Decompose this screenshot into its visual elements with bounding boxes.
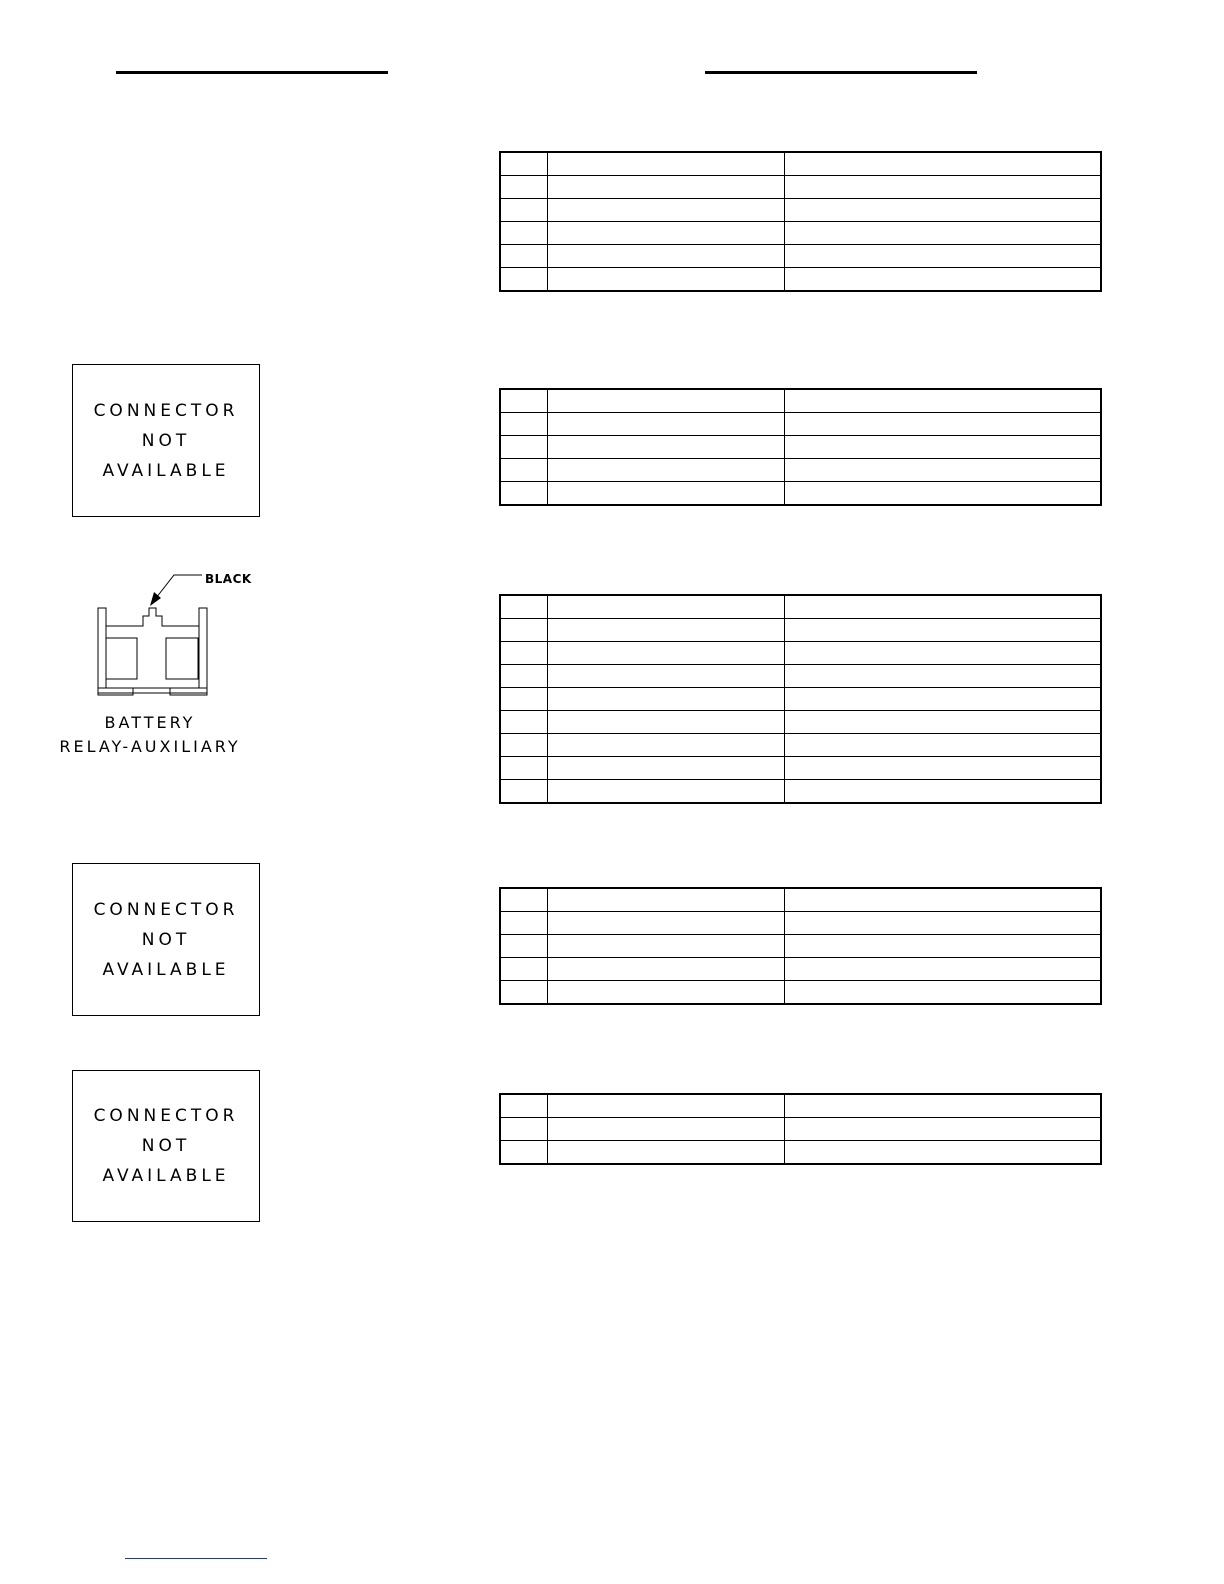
table-cell-circuit [547,958,784,981]
table-cell-cav [500,888,547,912]
table-cell-cav [500,642,547,665]
table-cell-cav [500,222,547,245]
table-cell-circuit [547,222,784,245]
table-cell-function [784,757,1101,780]
table-cell-function [784,688,1101,711]
table-cell-circuit [547,436,784,459]
table-cell-function [784,1118,1101,1141]
table-row [500,711,1101,734]
placeholder-line: CONNECTOR [93,899,239,920]
table-row [500,734,1101,757]
table-cell-circuit [547,413,784,436]
table-cell-cav [500,688,547,711]
table-cell-cav [500,1141,547,1165]
connector-placeholder-1 [72,364,260,517]
connector-placeholder-3 [72,1070,260,1222]
table-cell-function [784,245,1101,268]
table-cell-function [784,935,1101,958]
placeholder-line: AVAILABLE [102,1166,230,1186]
table-row [500,152,1101,176]
table-row [500,958,1101,981]
table-cell-circuit [547,757,784,780]
table-cell-cav [500,1094,547,1118]
table-cell-function [784,482,1101,506]
table-row [500,245,1101,268]
table-cell-circuit [547,734,784,757]
table-cell-cav [500,734,547,757]
placeholder-line: NOT [141,929,191,950]
table-cell-function [784,199,1101,222]
table-cell-circuit [547,1118,784,1141]
table-cell-function [784,981,1101,1005]
relay-caption-line1: BATTERY [104,713,196,732]
table-cell-circuit [547,482,784,506]
table-cell-circuit [547,711,784,734]
header-rule-right [705,71,977,74]
table-cell-circuit [547,912,784,935]
table-cell-cav [500,459,547,482]
relay-caption-line2: RELAY-AUXILIARY [59,737,241,756]
pin-table-4 [499,887,1102,1005]
relay-connector-drawing [90,568,220,700]
table-cell-function [784,595,1101,619]
table-cell-circuit [547,981,784,1005]
table-row [500,413,1101,436]
table-cell-cav [500,436,547,459]
placeholder-line: CONNECTOR [93,400,239,421]
relay-callout-label: BLACK [205,572,252,586]
connector-placeholder-2 [72,863,260,1016]
table-cell-circuit [547,595,784,619]
table-cell-cav [500,619,547,642]
table-row [500,222,1101,245]
placeholder-line: AVAILABLE [102,460,230,481]
table-row [500,688,1101,711]
table-cell-function [784,152,1101,176]
table-cell-circuit [547,199,784,222]
table-cell-circuit [547,665,784,688]
pin-table-2 [499,388,1102,506]
table-row [500,912,1101,935]
table-cell-cav [500,711,547,734]
table-cell-function [784,268,1101,292]
table-cell-circuit [547,619,784,642]
table-cell-function [784,389,1101,413]
table-row [500,268,1101,292]
table-row [500,389,1101,413]
pin-table-3 [499,594,1102,804]
table-cell-circuit [547,935,784,958]
table-cell-circuit [547,688,784,711]
table-row [500,436,1101,459]
table-cell-function [784,619,1101,642]
table-cell-cav [500,665,547,688]
table-cell-function [784,413,1101,436]
header-rule-left [116,71,388,74]
table-cell-cav [500,152,547,176]
table-cell-function [784,1141,1101,1165]
table-row [500,981,1101,1005]
table-cell-cav [500,268,547,292]
table-row [500,1141,1101,1165]
placeholder-line: AVAILABLE [102,959,230,980]
table-cell-cav [500,780,547,804]
table-row [500,665,1101,688]
table-cell-cav [500,1118,547,1141]
pin-table-1 [499,151,1102,292]
table-row [500,757,1101,780]
table-cell-circuit [547,1094,784,1118]
table-cell-function [784,912,1101,935]
table-cell-function [784,958,1101,981]
placeholder-line: CONNECTOR [93,1106,239,1126]
table-cell-circuit [547,888,784,912]
table-cell-function [784,665,1101,688]
table-row [500,482,1101,506]
table-cell-cav [500,757,547,780]
table-cell-circuit [547,459,784,482]
table-cell-function [784,459,1101,482]
table-cell-function [784,222,1101,245]
table-row [500,888,1101,912]
table-cell-cav [500,413,547,436]
table-row [500,459,1101,482]
table-cell-cav [500,389,547,413]
table-cell-cav [500,199,547,222]
table-cell-cav [500,176,547,199]
pin-table-5 [499,1093,1102,1165]
table-row [500,595,1101,619]
table-cell-circuit [547,245,784,268]
table-cell-circuit [547,152,784,176]
table-cell-function [784,780,1101,804]
table-cell-circuit [547,268,784,292]
table-cell-cav [500,595,547,619]
table-cell-cav [500,245,547,268]
table-cell-cav [500,958,547,981]
footer-link-underline[interactable] [125,1558,267,1559]
table-cell-circuit [547,642,784,665]
table-cell-function [784,176,1101,199]
placeholder-line: NOT [141,430,191,451]
table-cell-circuit [547,389,784,413]
table-cell-function [784,734,1101,757]
table-cell-cav [500,981,547,1005]
table-row [500,1094,1101,1118]
table-row [500,619,1101,642]
table-row [500,176,1101,199]
table-row [500,1118,1101,1141]
table-cell-function [784,711,1101,734]
table-row [500,780,1101,804]
table-cell-function [784,436,1101,459]
table-cell-function [784,888,1101,912]
table-cell-function [784,1094,1101,1118]
table-cell-circuit [547,1141,784,1165]
table-cell-cav [500,912,547,935]
table-row [500,642,1101,665]
table-cell-cav [500,935,547,958]
table-cell-circuit [547,780,784,804]
table-cell-cav [500,482,547,506]
table-cell-circuit [547,176,784,199]
table-cell-function [784,642,1101,665]
placeholder-line: NOT [141,1136,191,1156]
table-row [500,935,1101,958]
table-row [500,199,1101,222]
